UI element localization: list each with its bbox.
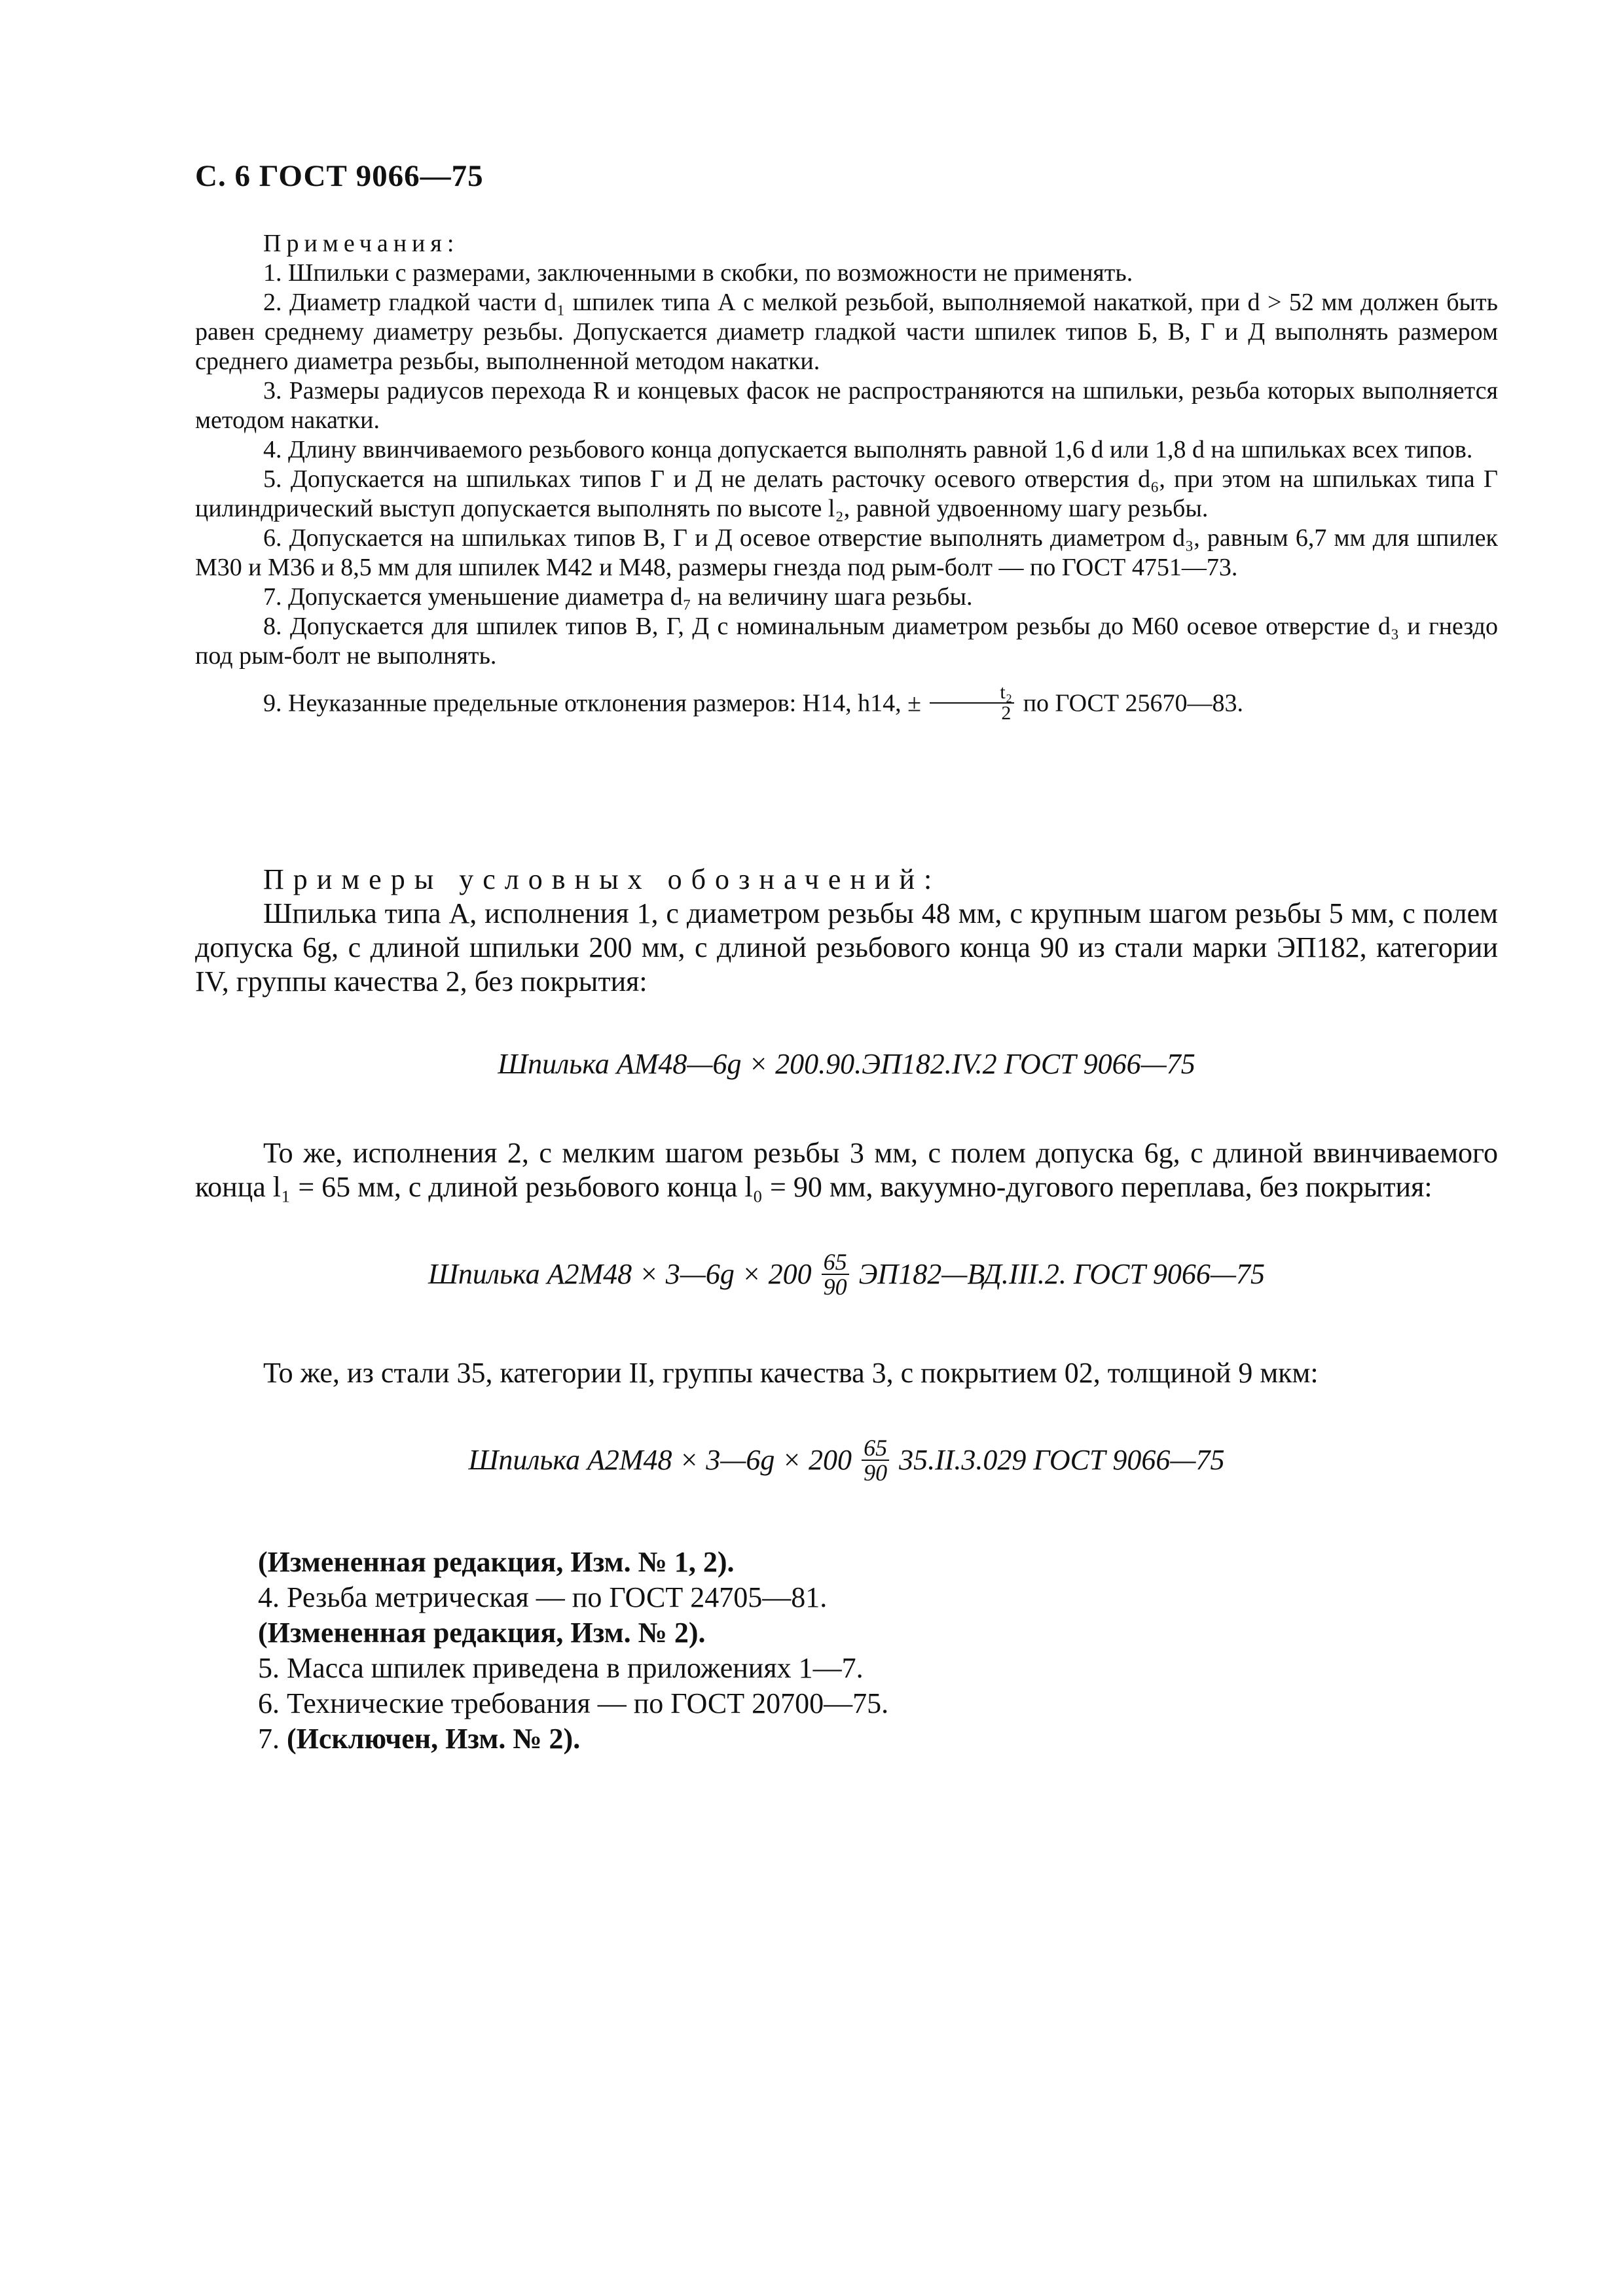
- example-3-text: То же, из стали 35, категории II, группы качества 3, с покрытием 02, толщиной 9 мкм:: [263, 1357, 1319, 1389]
- formula-prefix: Шпилька А2М48 × 3—6g × 200: [428, 1258, 812, 1291]
- examples-title: Примеры условных обозначений:: [263, 863, 941, 895]
- page-header: С. 6 ГОСТ 9066—75: [195, 159, 484, 193]
- clause-5: 5. Масса шпилек приведена в приложениях 1—7.: [258, 1652, 864, 1684]
- fraction-numerator: 65: [822, 1250, 849, 1275]
- examples-section: [195, 863, 1498, 1542]
- formula-suffix: ЭП182—ВД.III.2. ГОСТ 9066—75: [858, 1258, 1265, 1291]
- edit-note-1: (Измененная редакция, Изм. № 1, 2).: [258, 1546, 735, 1578]
- note-2: 2. Диаметр гладкой части d₁ шпилек типа А с мелкой резьбой, выполняемой накаткой, при d > 52 мм должен быть равен среднему диаметру резьбы. Допускается диаметр гладкой части шпилек типов Б, В, Г и Д выполнять размером среднего диаметра резьбы, выполненной методом накатки.: [195, 289, 1498, 375]
- formula-prefix: Шпилька А2М48 × 3—6g × 200: [468, 1444, 852, 1477]
- note-6: 6. Допускается на шпильках типов В, Г и Д осевое отверстие выполнять диаметром d₃, равным 6,7 мм для шпилек М30 и М36 и 8,5 мм для шпилек М42 и М48, размеры гнезда под рым-болт — по ГОСТ 4751—73.: [195, 524, 1498, 581]
- clause-6: 6. Технические требования — по ГОСТ 20700—75.: [258, 1687, 889, 1719]
- edit-note-2: (Измененная редакция, Изм. № 2).: [258, 1617, 706, 1649]
- clause-7-text: (Исключен, Изм. № 2).: [287, 1723, 581, 1755]
- formula-suffix: 35.II.3.029 ГОСТ 9066—75: [899, 1444, 1225, 1477]
- footer-section: [258, 1545, 1436, 1757]
- note-1: 1. Шпильки с размерами, заключенными в скобки, по возможности не применять.: [263, 259, 1133, 287]
- note-9-fraction: [930, 683, 1014, 723]
- example-1-text: Шпилька типа А, исполнения 1, с диаметром резьбы 48 мм, с крупным шагом резьбы 5 мм, с полем допуска 6g, с длиной шпильки 200 мм, с длиной резьбового конца 90 из стали марки ЭП182, категории IV, группы качества 2, без покрытия:: [195, 897, 1498, 997]
- example-1-formula: Шпилька АМ48—6g × 200.90.ЭП182.IV.2 ГОСТ 9066—75: [498, 1048, 1195, 1080]
- fraction-numerator: 65: [862, 1436, 889, 1461]
- note-7: 7. Допускается уменьшение диаметра d₇ на величину шага резьбы.: [263, 583, 973, 611]
- example-2-text: То же, исполнения 2, с мелким шагом резьбы 3 мм, с полем допуска 6g, с длиной ввинчиваемого конца l₁ = 65 мм, с длиной резьбового конца l₀ = 90 мм, вакуумно-дугового переплава, без покрытия:: [195, 1137, 1498, 1203]
- formula-fraction: [822, 1250, 849, 1299]
- note-9-text: 9. Неуказанные предельные отклонения размеров: Н14, h14, ±: [263, 689, 921, 717]
- note-4: 4. Длину ввинчиваемого резьбового конца допускается выполнять равной 1,6 d или 1,8 d на шпильках всех типов.: [263, 436, 1473, 463]
- example-2-formula: [195, 1249, 1498, 1301]
- note-9: [195, 681, 1498, 726]
- fraction-denominator: 90: [823, 1274, 847, 1300]
- clause-7-number: 7.: [258, 1723, 280, 1755]
- fraction-denominator: 90: [864, 1460, 888, 1486]
- clause-7: [258, 1721, 1436, 1757]
- clause-4: 4. Резьба метрическая — по ГОСТ 24705—81.: [258, 1581, 828, 1613]
- note-9-tail: по ГОСТ 25670—83.: [1023, 689, 1244, 717]
- example-3-formula: [195, 1435, 1498, 1487]
- formula-fraction: [862, 1436, 889, 1484]
- note-8: 8. Допускается для шпилек типов В, Г, Д с номинальным диаметром резьбы до М60 осевое отверстие d₃ и гнездо под рым-болт не выполнять.: [195, 613, 1498, 670]
- note-3: 3. Размеры радиусов перехода R и концевых фасок не распространяются на шпильки, резьба которых выполняется методом накатки.: [195, 377, 1498, 434]
- note-5: 5. Допускается на шпильках типов Г и Д не делать расточку осевого отверстия d₆, при этом на шпильках типа Г цилиндрический выступ допускается выполнять по высоте l₂, равной удвоенному шагу резьбы.: [195, 465, 1498, 522]
- notes-title: Примечания:: [263, 230, 460, 257]
- fraction-numerator: t₂: [930, 683, 1014, 704]
- fraction-denominator: 2: [1001, 702, 1012, 724]
- notes-section: [195, 229, 1498, 726]
